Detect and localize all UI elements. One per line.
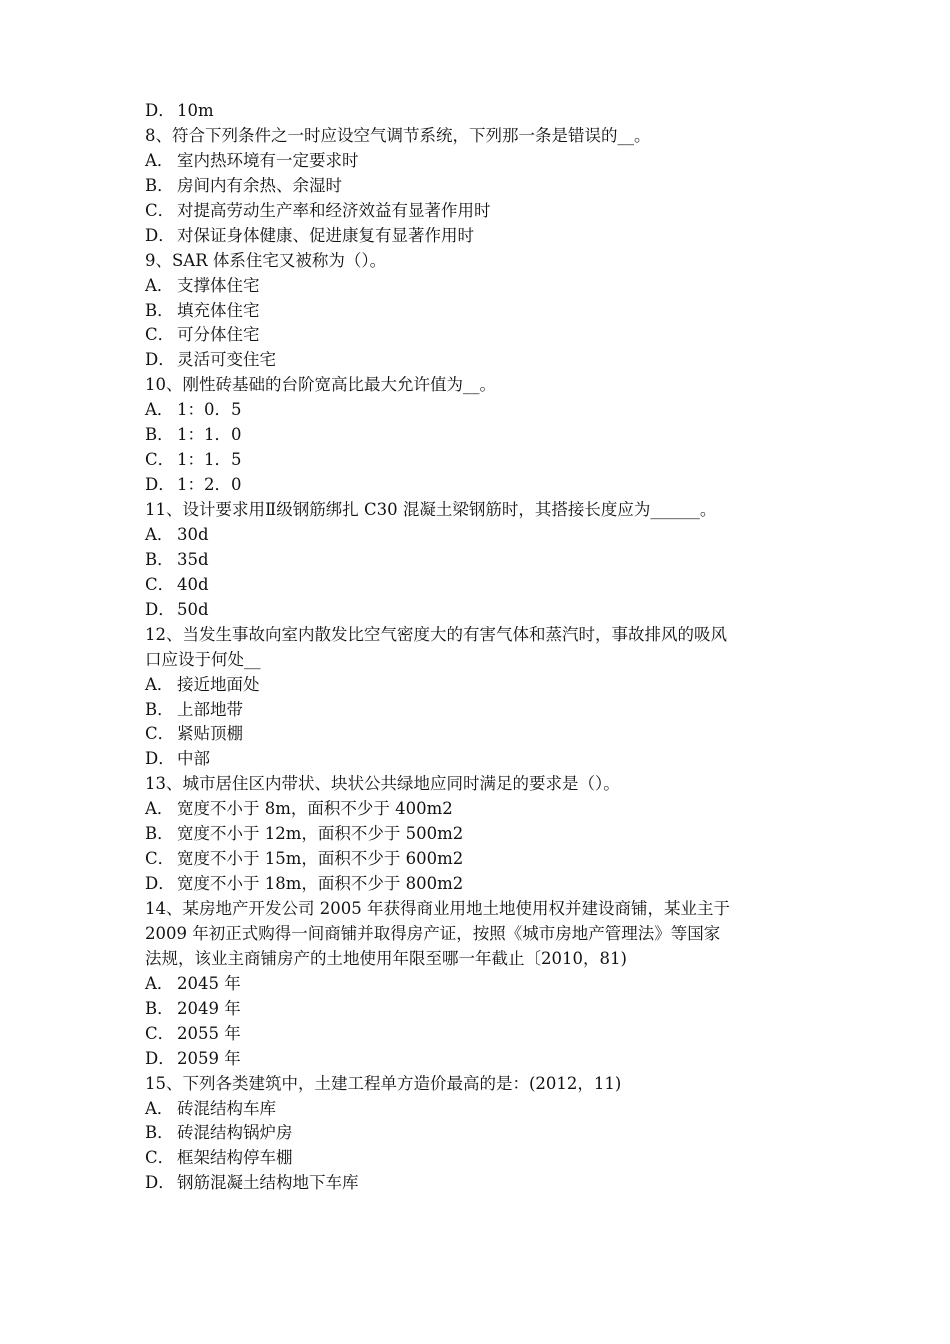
option-line: D． 宽度不小于 18m，面积不少于 800m2 xyxy=(145,874,464,894)
option-line: A． 30d xyxy=(145,524,209,544)
question-line: 14、某房地产开发公司 2005 年获得商业用地土地使用权并建设商铺，某业主于 xyxy=(145,899,730,918)
option-line: D． 灵活可变住宅 xyxy=(145,350,276,370)
option-line: B． 2049 年 xyxy=(145,998,241,1018)
question-line: 2009 年初正式购得一间商铺并取得房产证，按照《城市房地产管理法》等国家 xyxy=(145,923,721,943)
option-line: D． 50d xyxy=(145,599,209,619)
option-line: C． 可分体住宅 xyxy=(145,325,260,345)
question-line: 11、设计要求用Ⅱ级钢筋绑扎 C30 混凝土梁钢筋时，其搭接长度应为______。 xyxy=(145,500,717,519)
option-line: C． 2055 年 xyxy=(145,1023,241,1043)
option-line: B． 上部地带 xyxy=(145,699,243,719)
option-line: C． 40d xyxy=(145,574,209,594)
question-line: 10、刚性砖基础的台阶宽高比最大允许值为__。 xyxy=(145,375,496,395)
option-line: D． 对保证身体健康、促进康复有显著作用时 xyxy=(145,225,474,245)
option-line: B． 35d xyxy=(145,549,209,569)
option-line: D． 2059 年 xyxy=(145,1048,241,1068)
question-line: 口应设于何处__ xyxy=(145,649,261,669)
option-line: A． 砖混结构车库 xyxy=(145,1098,276,1118)
option-line: B． 宽度不小于 12m，面积不少于 500m2 xyxy=(145,824,464,844)
question-line: 13、城市居住区内带状、块状公共绿地应同时满足的要求是（）。 xyxy=(145,774,620,794)
option-line: A． 2045 年 xyxy=(145,973,241,993)
question-line: 15、下列各类建筑中，土建工程单方造价最高的是：(2012，11) xyxy=(145,1073,622,1093)
option-line: A． 1：0．5 xyxy=(145,400,242,420)
option-line: D． 10m xyxy=(145,101,214,120)
option-line: A． 宽度不小于 8m，面积不少于 400m2 xyxy=(145,799,453,819)
option-line: A． 支撑体住宅 xyxy=(145,275,260,295)
option-line: D． 中部 xyxy=(145,749,210,769)
option-line: B． 砖混结构锅炉房 xyxy=(145,1123,293,1143)
question-line: 法规，该业主商铺房产的土地使用年限至哪一年截止〔2010，81) xyxy=(145,948,627,968)
question-line: 12、当发生事故向室内散发比空气密度大的有害气体和蒸汽时，事故排风的吸风 xyxy=(145,624,727,644)
exam-content xyxy=(145,99,825,1196)
question-line: 8、符合下列条件之一时应设空气调节系统，下列那一条是错误的__。 xyxy=(145,125,651,145)
option-line: D． 1：2．0 xyxy=(145,475,242,495)
option-line: C． 紧贴顶棚 xyxy=(145,724,243,744)
option-line: C． 宽度不小于 15m，面积不少于 600m2 xyxy=(145,849,464,869)
option-line: B． 房间内有余热、余湿时 xyxy=(145,175,342,195)
option-line: C． 1：1．5 xyxy=(145,450,242,470)
question-line: 9、SAR 体系住宅又被称为（）。 xyxy=(145,250,387,270)
option-line: C． 框架结构停车棚 xyxy=(145,1148,293,1168)
option-line: A． 室内热环境有一定要求时 xyxy=(145,150,359,170)
option-line: C． 对提高劳动生产率和经济效益有显著作用时 xyxy=(145,200,491,220)
option-line: A． 接近地面处 xyxy=(145,674,260,694)
option-line: D． 钢筋混凝土结构地下车库 xyxy=(145,1173,359,1193)
option-line: B． 填充体住宅 xyxy=(145,300,260,320)
option-line: B． 1：1．0 xyxy=(145,425,242,445)
